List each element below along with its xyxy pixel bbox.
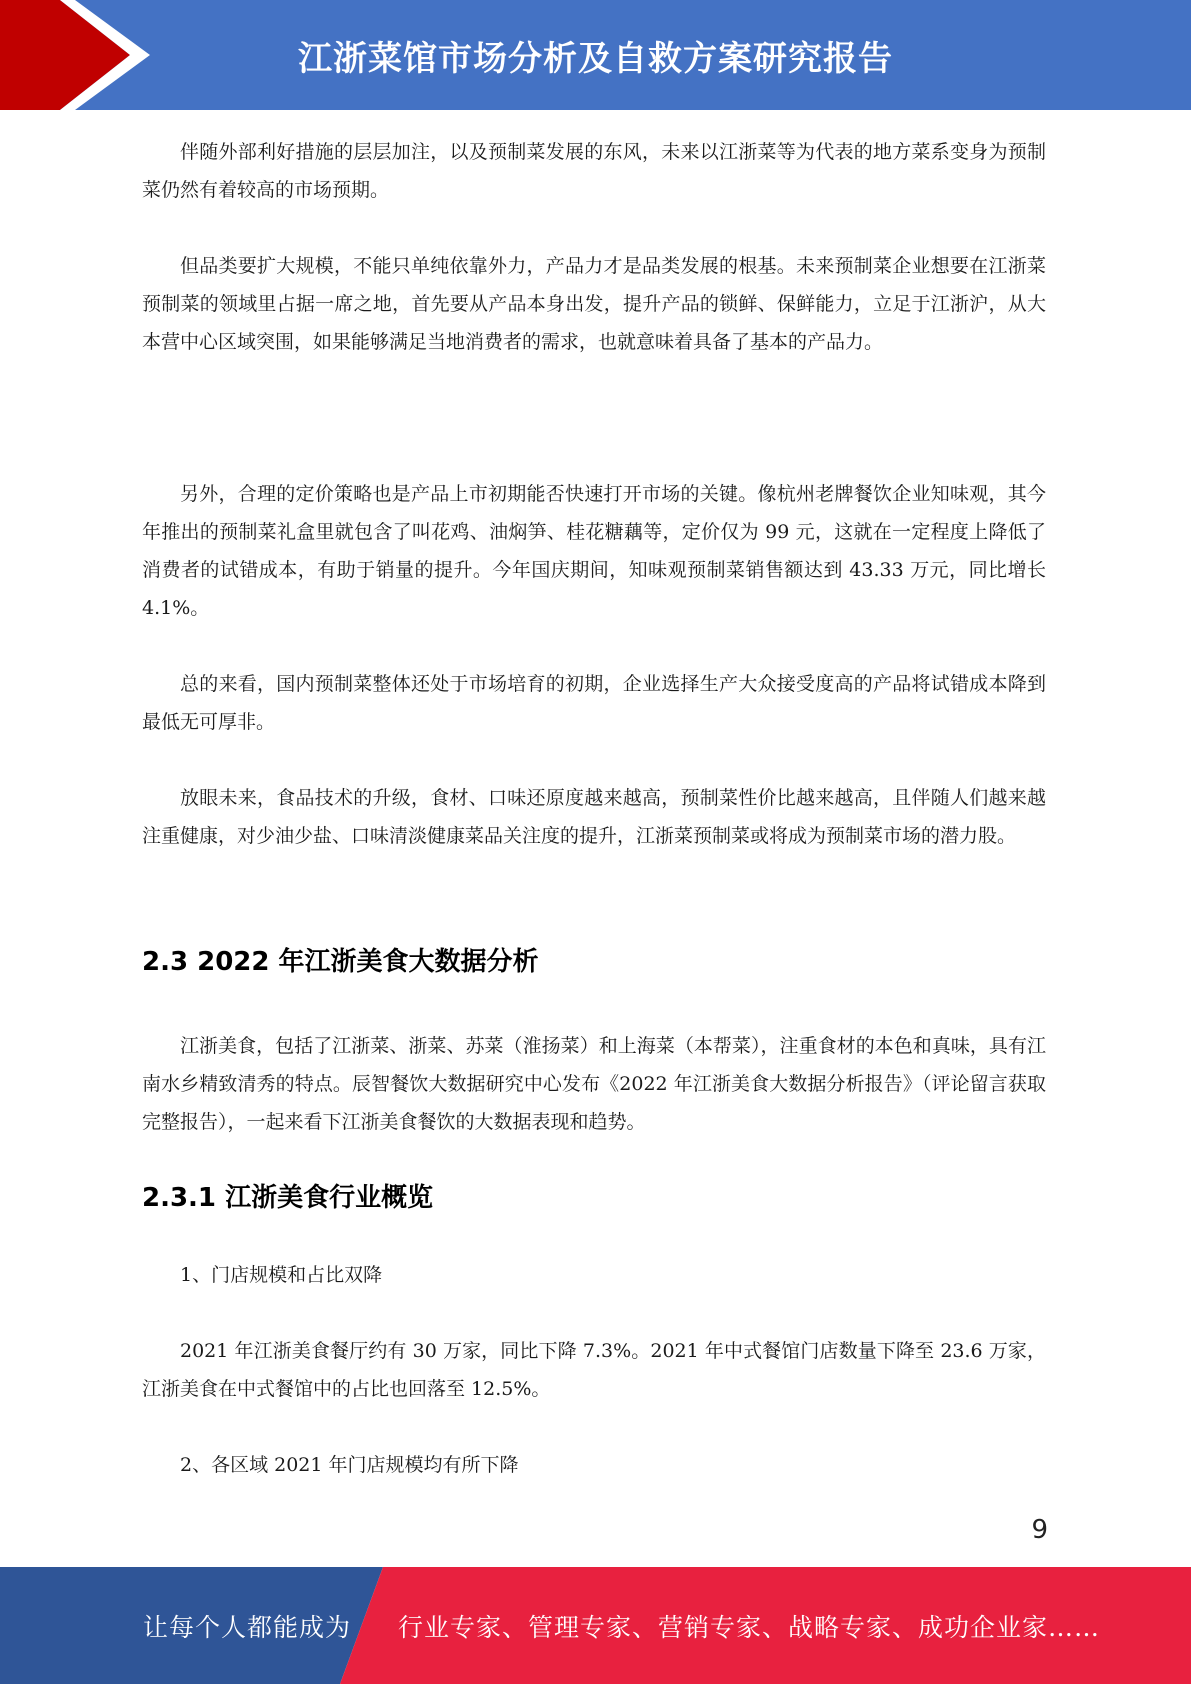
- paragraph-3: 另外，合理的定价策略也是产品上市初期能否快速打开市场的关键。像杭州老牌餐饮企业知味观，其今年推出的预制菜礼盒里就包含了叫花鸡、油焖笋、桂花糖藕等，定价仅为 99 元，这就在一定程度上降低了消费者的试错成本，有助于销量的提升。今年国庆期间，知味观预制菜销售额达到 43.33 万元，同比增长 4.1%。: [142, 483, 1046, 619]
- report-title: 江浙菜馆市场分析及自救方案研究报告: [298, 38, 893, 79]
- footer-slogan-left: 让每个人都能成为: [143, 1612, 352, 1642]
- list-item-2: 2、各区域 2021 年门店规模均有所下降: [180, 1454, 519, 1476]
- paragraph-8: 2021 年江浙美食餐厅约有 30 万家，同比下降 7.3%。2021 年中式餐馆门店数量下降至 23.6 万家，江浙美食在中式餐馆中的占比也回落至 12.5%。: [142, 1340, 1046, 1400]
- paragraph-2: 但品类要扩大规模，不能只单纯依靠外力，产品力才是品类发展的根基。未来预制菜企业想要在江浙菜预制菜的领域里占据一席之地，首先要从产品本身出发，提升产品的锁鲜、保鲜能力，立足于江浙沪，从大本营中心区域突围，如果能够满足当地消费者的需求，也就意味着具备了基本的产品力。: [142, 255, 1046, 353]
- footer-slogan-right: 行业专家、管理专家、营销专家、战略专家、成功企业家……: [398, 1612, 1101, 1642]
- page-header: [0, 0, 1191, 110]
- paragraph-6: 江浙美食，包括了江浙菜、浙菜、苏菜（淮扬菜）和上海菜（本帮菜），注重食材的本色和真味，具有江南水乡精致清秀的特点。辰智餐饮大数据研究中心发布《2022 年江浙美食大数据分析报告》（评论留言获取完整报告），一起来看下江浙美食餐饮的大数据表现和趋势。: [142, 1035, 1046, 1133]
- paragraph-4: 总的来看，国内预制菜整体还处于市场培育的初期，企业选择生产大众接受度高的产品将试错成本降到最低无可厚非。: [142, 673, 1046, 733]
- list-item-1: 1、门店规模和占比双降: [180, 1264, 383, 1286]
- section-heading-2-3-1: 2.3.1 江浙美食行业概览: [142, 1183, 434, 1213]
- page-footer: [0, 1567, 1191, 1684]
- paragraph-1: 伴随外部利好措施的层层加注，以及预制菜发展的东风，未来以江浙菜等为代表的地方菜系变身为预制菜仍然有着较高的市场预期。: [142, 141, 1046, 201]
- paragraph-5: 放眼未来，食品技术的升级，食材、口味还原度越来越高，预制菜性价比越来越高，且伴随人们越来越注重健康，对少油少盐、口味清淡健康菜品关注度的提升，江浙菜预制菜或将成为预制菜市场的潜力股。: [142, 787, 1046, 847]
- section-heading-2-3: 2.3 2022 年江浙美食大数据分析: [142, 947, 539, 977]
- page-number: 9: [1031, 1515, 1048, 1545]
